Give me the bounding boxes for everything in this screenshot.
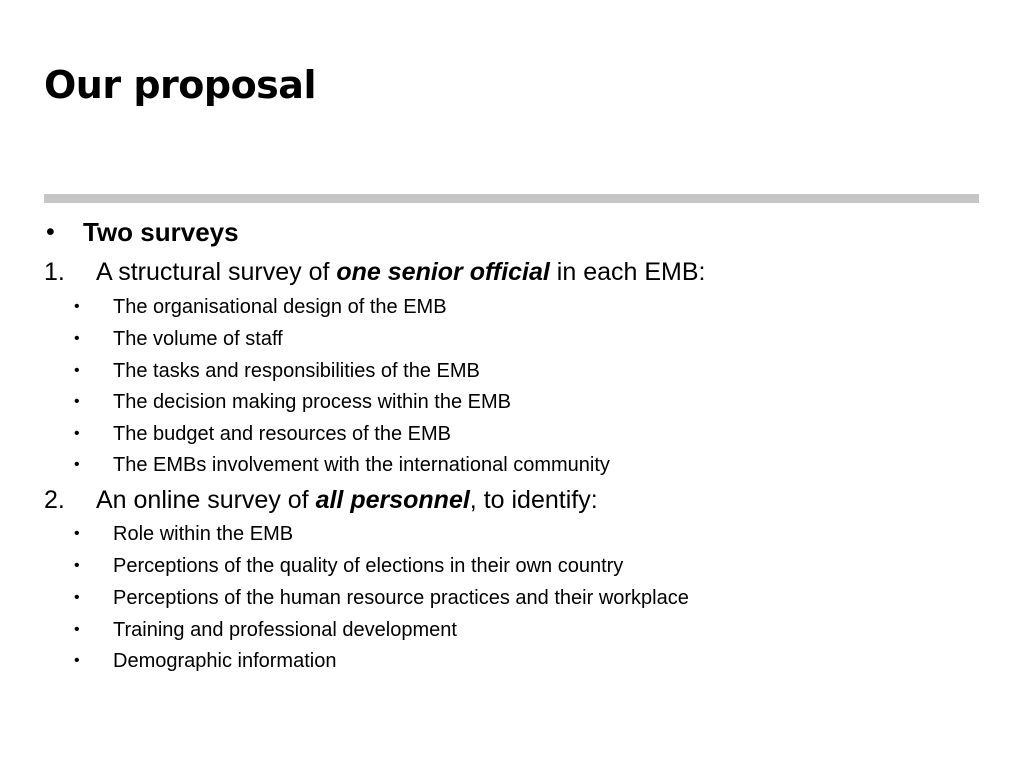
list-item-text: The tasks and responsibilities of the EMB	[113, 360, 480, 382]
slide-title: Our proposal	[44, 63, 316, 107]
survey-1-text	[96, 256, 706, 288]
bullet: •	[74, 589, 80, 606]
bullet: •	[74, 557, 80, 574]
list-item-text: Training and professional development	[113, 619, 457, 641]
bullet: •	[46, 218, 55, 246]
bullet: •	[74, 330, 80, 347]
list-item-text: The EMBs involvement with the international community	[113, 454, 610, 476]
bullet: •	[74, 525, 80, 542]
list-item-text: The budget and resources of the EMB	[113, 423, 451, 445]
list-item-text: Perceptions of the human resource practices and their workplace	[113, 587, 689, 609]
bullet: •	[74, 456, 80, 473]
bullet: •	[74, 393, 80, 410]
list-item-text: The organisational design of the EMB	[113, 296, 447, 318]
list-item-text: The volume of staff	[113, 328, 283, 350]
list-item-text: Demographic information	[113, 650, 337, 672]
title-divider	[44, 194, 979, 203]
list-item-text: The decision making process within the EMB	[113, 391, 511, 413]
heading-label: Two surveys	[83, 217, 239, 247]
list-number: 1.	[44, 258, 65, 286]
list-item-text: Perceptions of the quality of elections in their own country	[113, 555, 624, 577]
bullet: •	[74, 362, 80, 379]
survey-1-emphasis: one senior official	[336, 258, 550, 286]
survey-2-after: , to identify:	[469, 486, 598, 514]
survey-1-before: A structural survey of	[96, 258, 337, 286]
survey-2-text	[96, 484, 598, 516]
bullet: •	[74, 425, 80, 442]
survey-2-before: An online survey of	[96, 486, 316, 514]
survey-2-emphasis: all personnel	[315, 486, 470, 514]
list-number: 2.	[44, 486, 65, 514]
bullet: •	[74, 621, 80, 638]
bullet: •	[74, 652, 80, 669]
survey-1-after: in each EMB:	[549, 258, 706, 286]
bullet: •	[74, 298, 80, 315]
list-item-text: Role within the EMB	[113, 523, 294, 545]
